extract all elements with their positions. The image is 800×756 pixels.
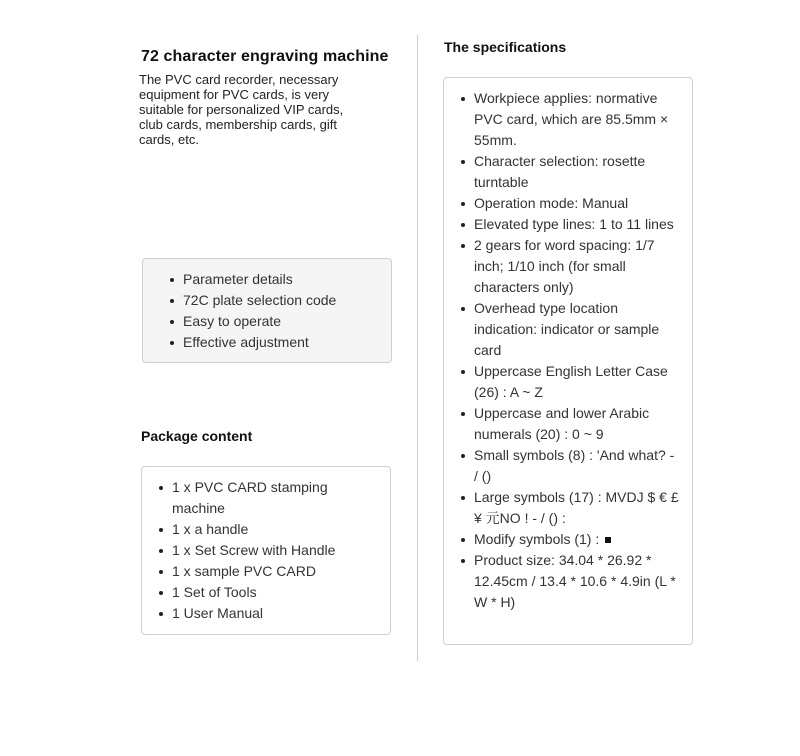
feature-item: Effective adjustment: [183, 332, 391, 353]
specifications-column: [443, 39, 695, 645]
features-list: [153, 269, 391, 353]
specifications-box: [443, 77, 693, 645]
spec-item: Character selection: rosette turntable: [474, 151, 682, 193]
column-divider: [417, 35, 418, 661]
spec-item: Small symbols (8) : 'And what? - / (): [474, 445, 682, 487]
package-item: 1 Set of Tools: [172, 582, 347, 603]
spec-item: Large symbols (17) : MVDJ $ € £ ¥ 元NO ! - / () :: [474, 487, 682, 529]
spec-item: Product size: 34.04 * 26.92 * 12.45cm / 13.4 * 10.6 * 4.9in (L * W * H): [474, 550, 682, 613]
specifications-title: The specifications: [444, 39, 567, 55]
spec-item-modify-symbols: [474, 529, 682, 550]
specifications-list: [444, 88, 682, 613]
package-item: 1 User Manual: [172, 603, 347, 624]
package-content-list: [142, 477, 347, 624]
package-content-title: Package content: [141, 428, 253, 444]
package-item: 1 x PVC CARD stamping machine: [172, 477, 347, 519]
spec-item: Uppercase English Letter Case (26) : A ~ Z: [474, 361, 682, 403]
spec-item: 2 gears for word spacing: 1/7 inch; 1/10 inch (for small characters only): [474, 235, 682, 298]
filled-square-icon: [605, 537, 611, 543]
spec-item: Uppercase and lower Arabic numerals (20) : 0 ~ 9: [474, 403, 682, 445]
product-description: The PVC card recorder, necessary equipment for PVC cards, is very suitable for personalized VIP cards, club cards, membership cards, gift cards, etc.: [139, 72, 344, 147]
package-item: 1 x sample PVC CARD: [172, 561, 347, 582]
package-item: 1 x Set Screw with Handle: [172, 540, 347, 561]
features-box: [142, 258, 392, 363]
product-title: 72 character engraving machine: [141, 48, 389, 65]
spec-item: Elevated type lines: 1 to 11 lines: [474, 214, 682, 235]
package-content-box: [141, 466, 391, 635]
product-overview-column: [139, 48, 395, 621]
feature-item: 72C plate selection code: [183, 290, 391, 311]
spec-item: Overhead type location indication: indicator or sample card: [474, 298, 682, 361]
spec-item: Workpiece applies: normative PVC card, which are 85.5mm × 55mm.: [474, 88, 682, 151]
feature-item: Easy to operate: [183, 311, 391, 332]
spec-item-label: Modify symbols (1) :: [474, 531, 604, 547]
feature-item: Parameter details: [183, 269, 391, 290]
package-item: 1 x a handle: [172, 519, 347, 540]
spec-item: Operation mode: Manual: [474, 193, 682, 214]
